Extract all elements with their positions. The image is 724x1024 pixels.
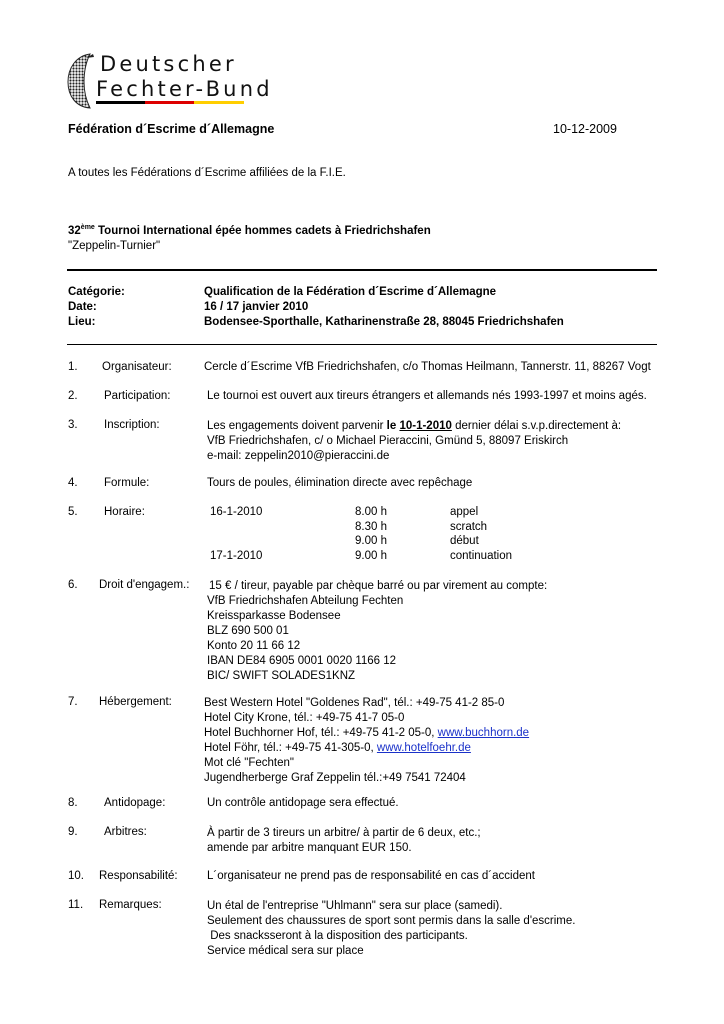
item-label-arbitres: Arbitres: [104, 826, 147, 838]
item-label-participation: Participation: [104, 390, 171, 402]
arbitres-line: À partir de 3 tireurs un arbitre/ à partir de 6 deux, etc.; [207, 827, 481, 839]
tournament-ordinal-sup: ème [80, 224, 95, 231]
hotel-line: Best Western Hotel "Goldenes Rad", tél.: +49-75 41-2 85-0 [204, 697, 505, 709]
item-number: 7. [68, 696, 78, 708]
summary-value-categorie: Qualification de la Fédération d´Escrime d´Allemagne [204, 286, 497, 298]
item-number: 3. [68, 419, 78, 431]
item-number: 8. [68, 797, 78, 809]
inscription-email: e-mail: zeppelin2010@pieraccini.de [207, 450, 390, 462]
item-label-droit: Droit d'engagem.: [99, 579, 190, 591]
item-number: 9. [68, 826, 78, 838]
bank-line: Kreissparkasse Bodensee [207, 610, 341, 622]
bank-line: IBAN DE84 6905 0001 0020 1166 12 [207, 655, 397, 667]
schedule-time: 9.00 h [355, 550, 387, 562]
item-number: 1. [68, 361, 78, 373]
remark-line: Des snacksseront à la disposition des participants. [207, 930, 468, 942]
item-label-formule: Formule: [104, 477, 150, 489]
tournament-title-text: Tournoi International épée hommes cadets à Friedrichshafen [94, 225, 431, 237]
item-value-antidopage: Un contrôle antidopage sera effectué. [207, 797, 399, 809]
item-value-arbitres [207, 826, 481, 856]
schedule-date: 16-1-2010 [210, 506, 263, 518]
hotel-line [204, 741, 529, 756]
remark-line: Seulement des chaussures de sport sont permis dans la salle d'escrime. [207, 915, 576, 927]
summary-label-lieu: Lieu: [68, 316, 96, 328]
flag-stripe-red [145, 101, 194, 104]
schedule-event: scratch [450, 521, 488, 533]
item-label-horaire: Horaire: [104, 506, 145, 518]
tournament-title [68, 225, 431, 237]
schedule-time: 8.30 h [355, 521, 387, 533]
hotel-text: Hotel Buchhorner Hof, tél.: +49-75 41-2 05-0, [204, 727, 438, 739]
item-label-organisateur: Organisateur: [102, 361, 172, 373]
hotel-line: Hotel City Krone, tél.: +49-75 41-7 05-0 [204, 712, 405, 724]
remark-line: Un étal de l'entreprise "Uhlmann" sera sur place (samedi). [207, 900, 503, 912]
inscription-line-1 [207, 419, 621, 434]
hotel-line: Mot clé "Fechten" [204, 757, 294, 769]
summary-label-date: Date: [68, 301, 97, 313]
item-label-antidopage: Antidopage: [104, 797, 166, 809]
item-number: 5. [68, 506, 78, 518]
bank-line: Konto 20 11 66 12 [207, 640, 301, 652]
bank-line: BLZ 690 500 01 [207, 625, 289, 637]
item-number: 6. [68, 579, 78, 591]
bank-line: BIC/ SWIFT SOLADES1KNZ [207, 670, 356, 682]
schedule-time: 8.00 h [355, 506, 387, 518]
bank-line: VfB Friedrichshafen Abteilung Fechten [207, 595, 404, 607]
item-label-hebergement: Hébergement: [99, 696, 172, 708]
item-label-remarques: Remarques: [99, 899, 162, 911]
hotel-link-buchhorn[interactable]: www.buchhorn.de [437, 727, 530, 739]
schedule-event: continuation [450, 550, 513, 562]
inscription-line-2: VfB Friedrichshafen, c/ o Michael Pieraccini, Gmünd 5, 88097 Eriskirch [207, 435, 569, 447]
item-label-inscription: Inscription: [104, 419, 160, 431]
item-number: 10. [68, 870, 84, 882]
summary-value-date: 16 / 17 janvier 2010 [204, 301, 309, 313]
hotel-line [204, 726, 529, 741]
arbitres-line: amende par arbitre manquant EUR 150. [207, 842, 412, 854]
summary-label-categorie: Catégorie: [68, 286, 125, 298]
item-label-responsabilite: Responsabilité: [99, 870, 178, 882]
tournament-ordinal: 32 [68, 225, 81, 237]
item-value-inscription [207, 419, 621, 464]
item-number: 2. [68, 390, 78, 402]
flag-stripe-gold [194, 101, 244, 104]
item-number: 11. [68, 899, 84, 911]
header-org: Fédération d´Escrime d´Allemagne [68, 122, 275, 136]
item-number: 4. [68, 477, 78, 489]
schedule-date: 17-1-2010 [210, 550, 263, 562]
schedule-event: appel [450, 506, 479, 518]
inscription-bold: le [386, 420, 400, 432]
addressee: A toutes les Fédérations d´Escrime affiliées de la F.I.E. [68, 167, 346, 179]
schedule-time: 9.00 h [355, 535, 387, 547]
header-date: 10-12-2009 [553, 122, 617, 136]
inscription-text: Les engagements doivent parvenir [207, 420, 387, 432]
summary-rule [67, 344, 657, 345]
item-value-formule: Tours de poules, élimination directe avec repêchage [207, 477, 473, 489]
item-value-remarques [207, 899, 575, 959]
hotel-line: Jugendherberge Graf Zeppelin tél.:+49 7541 72404 [204, 772, 466, 784]
logo-line-1: Deutscher [100, 52, 237, 76]
inscription-text-post: dernier délai s.v.p.directement à: [451, 420, 622, 432]
fee-line: 15 € / tireur, payable par chèque barré ou par virement au compte: [209, 580, 548, 592]
hotel-text: Hotel Föhr, tél.: +49-75 41-305-0, [204, 742, 377, 754]
remark-line: Service médical sera sur place [207, 945, 364, 957]
item-value-hebergement [204, 696, 529, 786]
top-rule [67, 269, 657, 271]
summary-value-lieu: Bodensee-Sporthalle, Katharinenstraße 28, 88045 Friedrichshafen [204, 316, 564, 328]
logo-line-2: Fechter-Bund [96, 77, 273, 101]
item-value-responsabilite: L´organisateur ne prend pas de responsabilité en cas d´accident [207, 870, 535, 882]
flag-stripe-black [96, 101, 145, 104]
item-value-droit [207, 579, 547, 684]
item-value-participation: Le tournoi est ouvert aux tireurs étrangers et allemands nés 1993-1997 et moins agés. [207, 390, 647, 402]
item-value-organisateur: Cercle d´Escrime VfB Friedrichshafen, c/o Thomas Heilmann, Tannerstr. 11, 88267 Vogt [204, 361, 651, 373]
tournament-subtitle: "Zeppelin-Turnier" [68, 240, 161, 252]
inscription-deadline: 10-1-2010 [399, 420, 452, 432]
schedule-event: début [450, 535, 479, 547]
hotel-link-foehr[interactable]: www.hotelfoehr.de [376, 742, 471, 754]
fencing-helmet-icon [66, 52, 96, 110]
